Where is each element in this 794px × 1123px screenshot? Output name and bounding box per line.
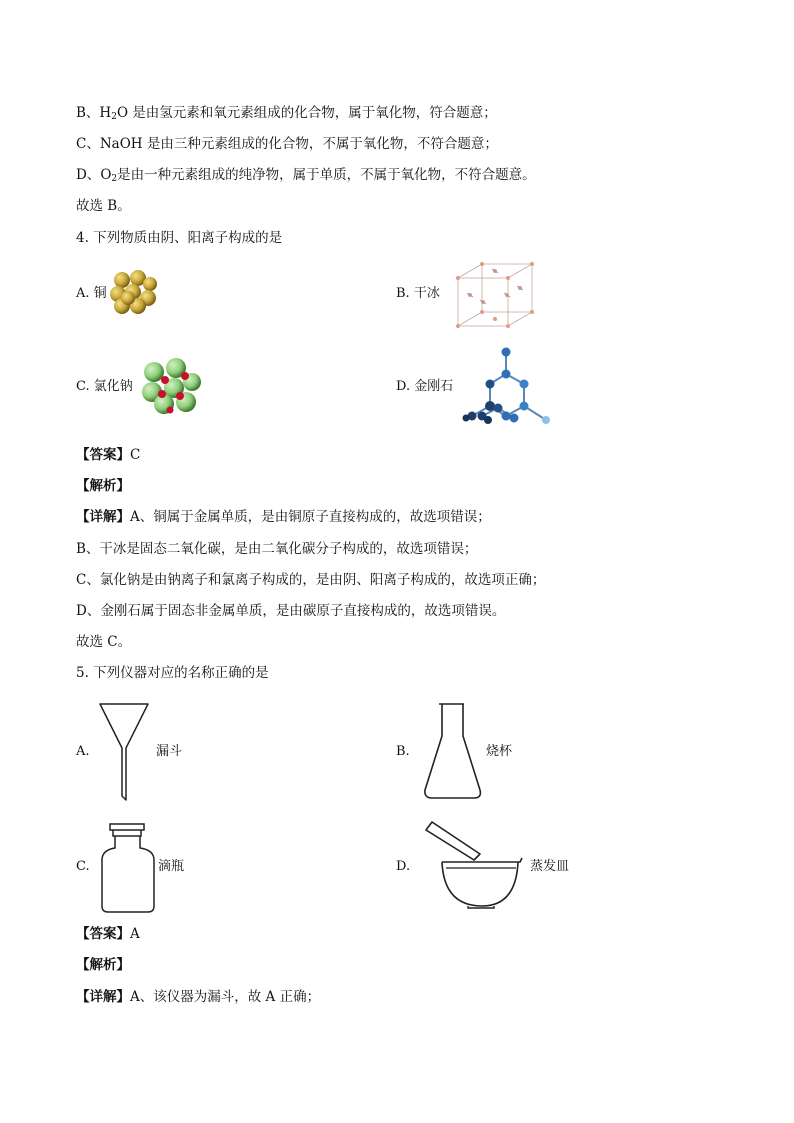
- funnel-image: [98, 702, 150, 802]
- q4-detail-d: D、金刚石属于固态非金属单质，是由碳原子直接构成的，故选项错误。: [76, 603, 506, 619]
- q4-option-b: B. 干冰: [396, 286, 440, 301]
- q5-option-b-letter: B.: [396, 744, 410, 759]
- q4-option-d: D. 金刚石: [396, 379, 454, 394]
- q5-answer: 【答案】A: [76, 926, 140, 942]
- mortar-and-pestle-image: [422, 820, 526, 910]
- dry-ice-lattice-image: [452, 260, 542, 330]
- q4-detail-a: 【详解】A、铜属于金属单质，是由铜原子直接构成的，故选项错误；: [76, 509, 491, 525]
- q4-analysis-tag: 【解析】: [76, 478, 130, 494]
- q4-detail-b: B、干冰是固态二氧化碳，是由二氧化碳分子构成的，故选项错误；: [76, 541, 478, 557]
- q5-option-a-letter: A.: [76, 744, 90, 759]
- q4-choice: 故选 C。: [76, 634, 132, 650]
- analysis-choice: 故选 B。: [76, 198, 131, 214]
- diamond-lattice-image: [462, 344, 558, 430]
- analysis-line-b: B、$H_2O$ 是由氢元素和氧元素组成的化合物，属于氧化物，符合题意；: [76, 105, 497, 122]
- question-5-stem: 5. 下列仪器对应的名称正确的是: [76, 665, 269, 681]
- analysis-line-d: D、$O_2$是由一种元素组成的纯净物，属于单质，不属于氧化物，不符合题意。: [76, 167, 536, 184]
- copper-lattice-image: [108, 268, 160, 316]
- q5-detail-a: 【详解】A、该仪器为漏斗，故 A 正确；: [76, 989, 321, 1005]
- q5-option-d-name: 蒸发皿: [530, 859, 570, 874]
- q5-option-d-letter: D.: [396, 859, 411, 874]
- question-4-stem: 4. 下列物质由阴、阳离子构成的是: [76, 230, 283, 246]
- q4-detail-c: C、氯化钠是由钠离子和氯离子构成的，是由阴、阳离子构成的，故选项正确；: [76, 572, 546, 588]
- q5-option-c-letter: C.: [76, 859, 90, 874]
- q5-option-c-name: 滴瓶: [158, 859, 185, 874]
- q4-option-c: C. 氯化钠: [76, 379, 133, 394]
- q4-option-a: A. 铜: [76, 286, 107, 301]
- reagent-bottle-image: [100, 822, 156, 914]
- sodium-chloride-lattice-image: [140, 358, 206, 416]
- analysis-line-c: C、NaOH 是由三种元素组成的化合物，不属于氧化物，不符合题意；: [76, 136, 498, 152]
- q5-option-b-name: 烧杯: [486, 744, 513, 759]
- conical-flask-image: [422, 702, 484, 800]
- q4-answer: 【答案】C: [76, 447, 141, 463]
- q5-analysis-tag: 【解析】: [76, 957, 130, 973]
- q5-option-a-name: 漏斗: [156, 744, 183, 759]
